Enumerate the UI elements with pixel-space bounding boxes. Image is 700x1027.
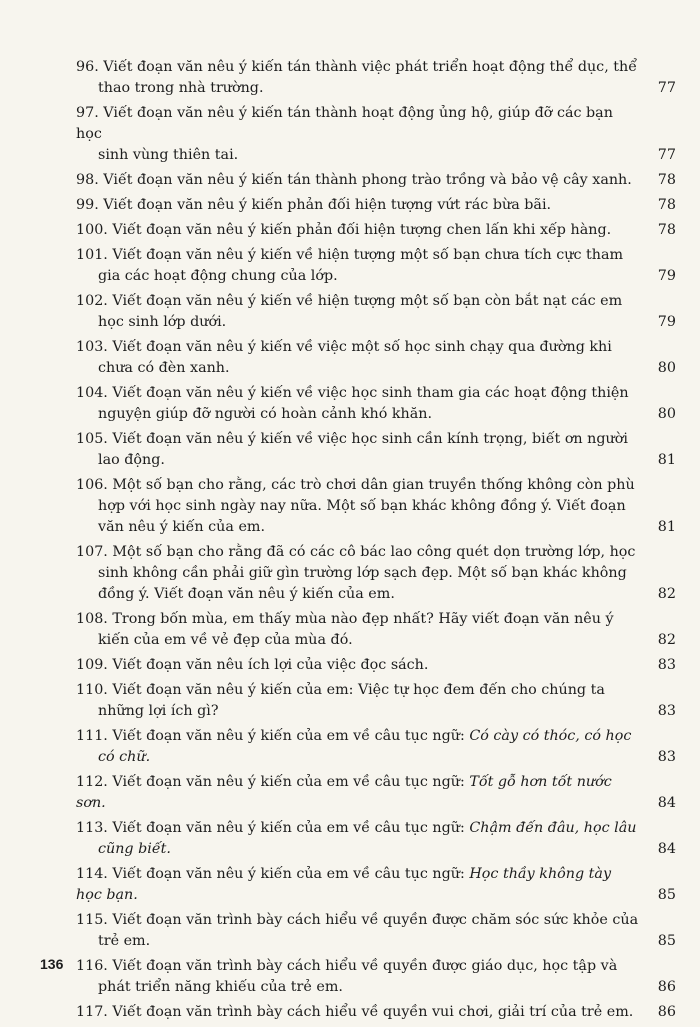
entry-number: 97. [76,105,99,121]
entry-page-number: 80 [657,360,676,376]
toc-entry[interactable] [76,609,676,651]
entry-page-number: 81 [657,452,676,468]
entry-title: Viết đoạn văn nêu ý kiến tán thành phong trào trồng và bảo vệ cây xanh. [103,172,632,188]
entry-title: Viết đoạn văn nêu ý kiến của em về câu tục ngữ: [112,866,465,882]
entry-number: 111. [76,728,108,744]
entry-number: 116. [76,958,108,974]
entry-title-continued: hợp với học sinh ngày nay nữa. Một số bạn khác không đồng ý. Viết đoạn [98,498,626,514]
entry-title-continued: đồng ý. Viết đoạn văn nêu ý kiến của em. [98,586,395,602]
entry-title: Viết đoạn văn nêu ý kiến của em: Việc tự học đem đến cho chúng ta [112,682,605,698]
entry-number: 96. [76,59,99,75]
entry-title-continued: nguyện giúp đỡ người có hoàn cảnh khó khăn. [98,406,432,422]
entry-title: Viết đoạn văn nêu ý kiến phản đối hiện tượng chen lấn khi xếp hàng. [112,222,612,238]
entry-page-number: 81 [657,519,676,535]
entry-page-number: 85 [657,933,676,949]
entry-page-number: 80 [657,406,676,422]
entry-title: Viết đoạn văn trình bày cách hiểu về quyền được chăm sóc sức khỏe của [112,912,639,928]
entry-title-continued: sinh không cần phải giữ gìn trường lớp sạch đẹp. Một số bạn khác không [98,565,627,581]
toc-entry[interactable] [76,291,676,333]
entry-number: 100. [76,222,108,238]
entry-number: 109. [76,657,108,673]
toc-entry[interactable] [76,726,676,768]
entry-title: Viết đoạn văn nêu ý kiến về việc học sinh tham gia các hoạt động thiện [112,385,629,401]
entry-title-continued: những lợi ích gì? [98,703,219,719]
entry-title: Viết đoạn văn nêu ý kiến tán thành hoạt động ủng hộ, giúp đỡ các bạn học [76,105,613,142]
entry-number: 112. [76,774,108,790]
entry-number: 114. [76,866,108,882]
toc-entry[interactable] [76,57,676,99]
entry-page-number: 85 [657,887,676,903]
entry-proverb: Chậm đến đâu, học lâu [469,820,637,836]
entry-page-number: 78 [657,222,676,238]
entry-number: 115. [76,912,108,928]
entry-number: 104. [76,385,108,401]
entry-title-continued: lao động. [98,452,165,468]
entry-title: Viết đoạn văn nêu ích lợi của việc đọc sách. [112,657,429,673]
entry-page-number: 83 [657,657,676,673]
toc-entry[interactable] [76,542,676,605]
entry-number: 110. [76,682,108,698]
toc-entry[interactable] [76,818,676,860]
entry-title-continued: kiến của em về vẻ đẹp của mùa đó. [98,632,353,648]
toc-entry[interactable] [76,337,676,379]
entry-number: 117. [76,1004,108,1020]
entry-page-number: 77 [657,147,676,163]
entry-number: 101. [76,247,108,263]
toc-entry[interactable] [76,1002,676,1023]
toc-entry[interactable] [76,910,676,952]
toc-entry[interactable] [76,475,676,538]
entry-page-number: 83 [657,749,676,765]
toc-entry[interactable] [76,103,676,166]
toc-entry[interactable] [76,220,676,241]
entry-title-continued: trẻ em. [98,933,151,949]
entry-title-continued: thao trong nhà trường. [98,80,264,96]
entry-number: 107. [76,544,108,560]
entry-page-number: 86 [657,979,676,995]
entry-page-number: 79 [657,314,676,330]
entry-title: Viết đoạn văn nêu ý kiến về việc một số học sinh chạy qua đường khi [112,339,612,355]
entry-page-number: 82 [657,632,676,648]
toc-entry[interactable] [76,655,676,676]
toc-entry[interactable] [76,170,676,191]
toc-entry[interactable] [76,429,676,471]
entry-title-continued: văn nêu ý kiến của em. [98,519,266,535]
toc-entry[interactable] [76,195,676,216]
entry-number: 102. [76,293,108,309]
entry-page-number: 83 [657,703,676,719]
entry-title-continued: gia các hoạt động chung của lớp. [98,268,338,284]
entry-title: Viết đoạn văn trình bày cách hiểu về quyền được giáo dục, học tập và [112,958,618,974]
entry-proverb: Học thầy không tày học bạn. [76,866,612,903]
entry-page-number: 84 [657,795,676,811]
entry-page-number: 82 [657,586,676,602]
entry-page-number: 78 [657,197,676,213]
entry-page-number: 84 [657,841,676,857]
entry-number: 105. [76,431,108,447]
entry-title-continued: sinh vùng thiên tai. [98,147,239,163]
toc-entry[interactable] [76,680,676,722]
entry-proverb: Tốt gỗ hơn tốt nước sơn. [76,774,612,811]
entry-number: 108. [76,611,108,627]
entry-title: Viết đoạn văn nêu ý kiến về việc học sinh cần kính trọng, biết ơn người [112,431,628,447]
entry-proverb-continued: có chữ. [98,749,151,765]
entry-title: Viết đoạn văn nêu ý kiến về hiện tượng một số bạn còn bắt nạt các em [112,293,623,309]
entry-number: 99. [76,197,99,213]
entry-number: 106. [76,477,108,493]
entry-title-continued: học sinh lớp dưới. [98,314,227,330]
entry-title: Viết đoạn văn nêu ý kiến về hiện tượng một số bạn chưa tích cực tham [112,247,624,263]
entry-page-number: 79 [657,268,676,284]
entry-proverb-continued: cũng biết. [98,841,171,857]
entry-title: Một số bạn cho rằng đã có các cô bác lao công quét dọn trường lớp, học [112,544,636,560]
table-of-contents [76,57,676,1027]
entry-proverb: Có cày có thóc, có học [469,728,632,744]
entry-title: Viết đoạn văn nêu ý kiến của em về câu tục ngữ: [112,774,465,790]
toc-entry[interactable] [76,772,676,814]
entry-title: Viết đoạn văn trình bày cách hiểu về quyền vui chơi, giải trí của trẻ em. [112,1004,634,1020]
entry-page-number: 77 [657,80,676,96]
entry-title: Viết đoạn văn nêu ý kiến của em về câu tục ngữ: [112,820,465,836]
entry-title: Viết đoạn văn nêu ý kiến của em về câu tục ngữ: [112,728,465,744]
entry-page-number: 78 [657,172,676,188]
entry-number: 103. [76,339,108,355]
entry-title-continued: phát triển năng khiếu của trẻ em. [98,979,343,995]
toc-entry[interactable] [76,245,676,287]
entry-title: Một số bạn cho rằng, các trò chơi dân gian truyền thống không còn phù [112,477,635,493]
entry-page-number: 86 [657,1004,676,1020]
entry-title: Viết đoạn văn nêu ý kiến tán thành việc phát triển hoạt động thể dục, thể [103,59,638,75]
entry-title-continued: chưa có đèn xanh. [98,360,230,376]
toc-entry[interactable] [76,864,676,906]
toc-entry[interactable] [76,383,676,425]
toc-entry[interactable] [76,956,676,998]
entry-title: Viết đoạn văn nêu ý kiến phản đối hiện tượng vứt rác bừa bãi. [103,197,552,213]
entry-title: Trong bốn mùa, em thấy mùa nào đẹp nhất? Hãy viết đoạn văn nêu ý [112,611,614,627]
entry-number: 113. [76,820,108,836]
page-number: 136 [40,956,64,972]
entry-number: 98. [76,172,99,188]
